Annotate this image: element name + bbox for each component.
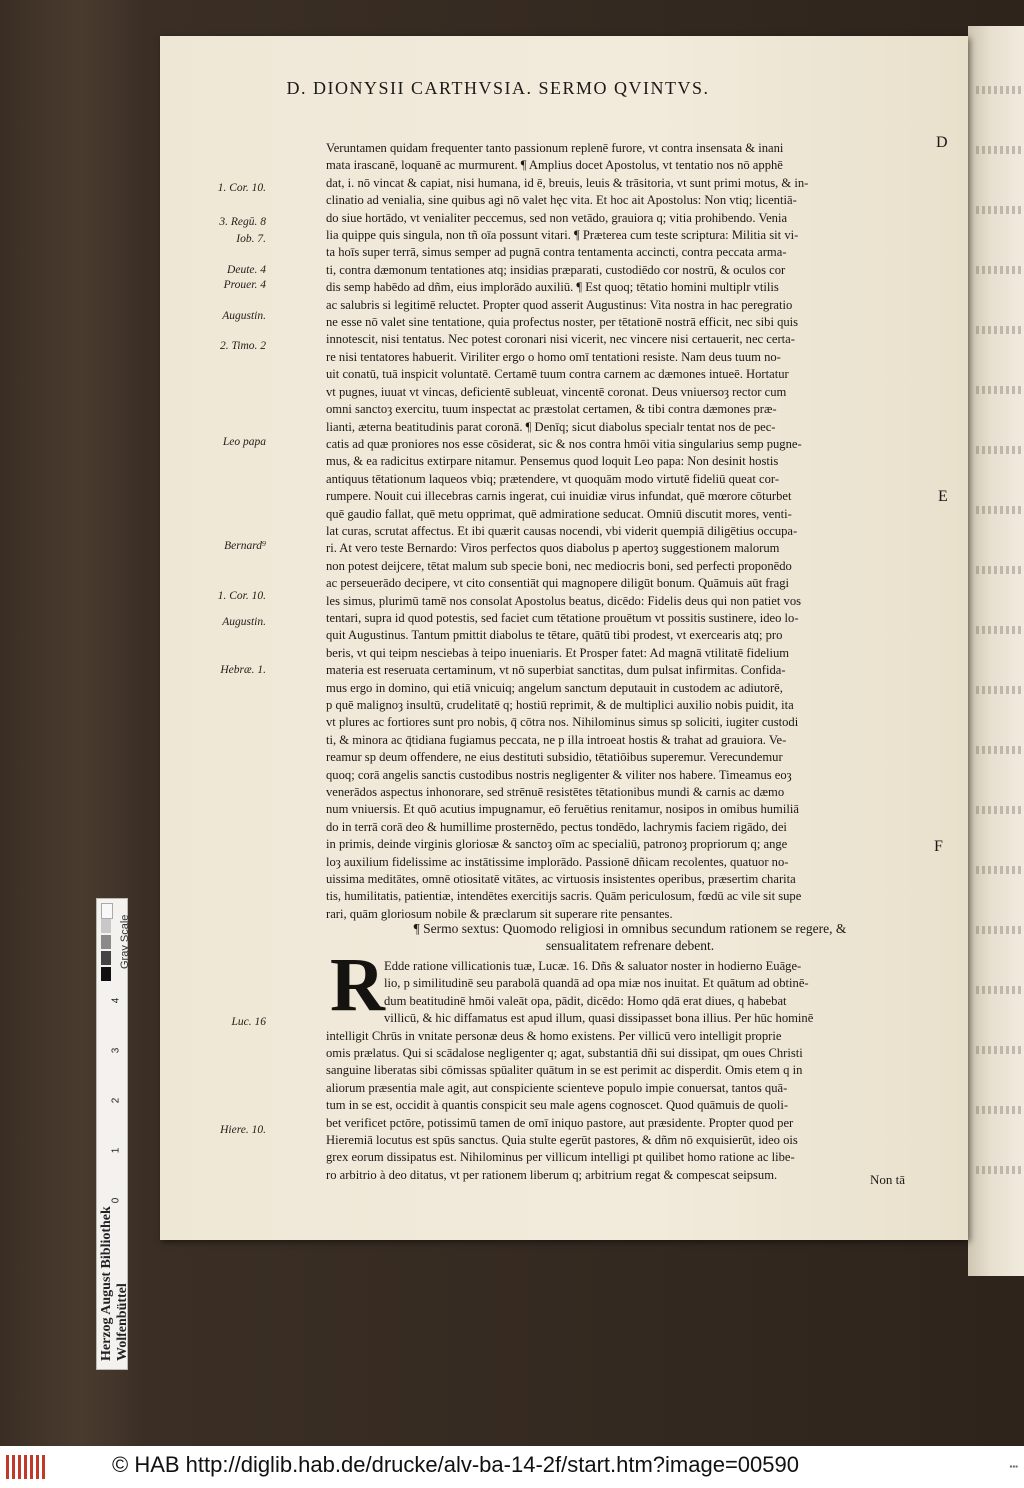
text-line: sanguine liberatas sibi cōmissas spūaliter quātum in se est perimit ac disperdit. Omis etem q in xyxy=(326,1063,803,1078)
text-line: tis, humilitatis, patientiæ, intendētes exercitijs sacris. Quām periculosum, fœdū ac vile sit supe xyxy=(326,889,802,904)
margin-note: Prouer. 4 xyxy=(223,279,266,291)
text-line: villicū, & hic diffamatus est apud illum, quasi dissipasset bona illius. Per hūc hominē xyxy=(384,1011,814,1026)
hab-logo-icon xyxy=(6,1455,46,1479)
text-line: ti, & minora ac q̄tidiana fugiamus peccata, ne p illa introeat hostis & trahat ad grauiora. Ve- xyxy=(326,732,787,747)
text-line: mus ergo in domino, qui etiā vnicuiq; angelum sanctum deputauit in custodem ac adiutorē, xyxy=(326,680,783,695)
margin-note: Iob. 7. xyxy=(236,233,266,245)
text-line: lia quippe quis singula, non tñ oīa possunt vitari. ¶ Præterea cum teste scriptura: Militia sit vi- xyxy=(326,228,799,243)
text-line: beris, vt qui teipm nesciebas à teipo inueniaris. Et Prosper fatet: Ad magnā vtilitatē fidelium xyxy=(326,645,790,660)
gray-scale-label: Gray Scale xyxy=(119,914,131,969)
sermon-body xyxy=(326,140,936,923)
sermon-title-line: ¶ Sermo sextus: Quomodo religiosi in omnibus secundum rationem se regere, & xyxy=(413,921,847,936)
text-line: non potest deijcere, tētat malum sub specie boni, nec mediocris boni, sed perfecti proponēdo xyxy=(326,558,792,573)
text-line: Hieremiā locutus est spūs sanctus. Quia stulte egerūt pastores, & dñm nō exquisierūt, ideo ois xyxy=(326,1133,798,1148)
text-line: Veruntamen quidam frequenter tanto passionum replenē furore, vt contra insensata & inani xyxy=(326,141,784,155)
next-page-edge xyxy=(968,26,1024,1276)
library-label xyxy=(99,1206,131,1361)
margin-note: Luc. 16 xyxy=(231,1016,266,1028)
text-line: uit conatū, tuā inspicit voluntatē. Certamē tuum contra carnem ac dæmones intueē. Hortatur xyxy=(326,367,789,382)
text-line: lio, p similitudinē seu parabolā quandā ad opa miæ nos inuitat. Et quātum ad obtinē- xyxy=(384,976,809,991)
text-line: num vniuersis. Et quō acutius impugnamur, eō feruētius renitamur, nosipos in omibus humiliā xyxy=(326,802,799,817)
text-line: ri. At vero teste Bernardo: Viros perfectos quos diabolus p apertoȝ suggestionem malorum xyxy=(326,541,780,556)
text-line: ne esse nō valet sine tentatione, quia profectus noster, per tētationē nostrā efficit, nec sibi quis xyxy=(326,315,799,330)
text-line: dat, i. nō vincat & capiat, nisi humana, id ē, breuis, leuis & trāsitoria, vt sunt primi motus, & in- xyxy=(326,175,809,190)
text-line: dum beatitudinē hmōi valeāt opa, pādit, dicēdo: Homo qdā erat diues, q habebat xyxy=(384,993,787,1008)
text-line: rumpere. Nouit cui illecebras carnis ingerat, cui inuidiæ virus infundat, quē mœrore cōturbet xyxy=(326,489,792,504)
scale-number: 0 xyxy=(110,1197,122,1204)
sermon-title-line: sensualitatem refrenare debent. xyxy=(545,938,715,953)
text-line: ac perseuerādo decipere, vt cito consentiāt qui magnopere diligūt bonum. Quāmuis aūt fragi xyxy=(326,576,790,591)
text-line: do in terrā corā deo & humillime prosternēdo, pectus tondēdo, lachrymis faciem rigādo, dei xyxy=(326,819,787,834)
color-scale-strip xyxy=(96,898,131,1370)
text-line: aliorum præsentia male agit, aut conspiciente scienteve populo impie conuersat, tantos quā- xyxy=(326,1080,788,1095)
text-line: quē gaudio fallat, quē metu opprimat, quē admiratione seducat. Omniū discutit mores, venti- xyxy=(326,506,792,521)
section-letter-d: D xyxy=(936,134,948,151)
footer-bar xyxy=(0,1446,1024,1488)
text-line: mus, & ea radicitus extirpare nitamur. Pensemus quod loquit Leo papa: Non desinit hostis xyxy=(326,454,779,469)
text-line: innotescit, nisi tentatus. Nec potest coronari nisi vicerit, nec vincere nisi certauerit, nec certa- xyxy=(326,332,795,347)
text-line: ro arbitrio à deo ditatus, vt per rationem liberum q; arbitrium regat & compescat seipsum. xyxy=(326,1167,778,1182)
text-line: intelligit Chrūs in vnitate personæ deus & homo existens. Per villicū vero intelligit proprie xyxy=(326,1028,782,1043)
text-line: grex eorum dissipatus est. Nihilominus per villicum intelligi pt quilibet homo ratione ac libe- xyxy=(326,1150,795,1165)
text-line: bet verificet pctōre, potissimū tamen de omī iniquo pastore, aut præsidente. Propter quod per xyxy=(326,1115,794,1130)
text-line: p quē malignoȝ insultū, crudelitatē q; hostiū reprimit, & de multiplici auxilio nobis puidit, ita xyxy=(326,698,794,712)
margin-note: 3. Regū. 8 xyxy=(219,216,266,228)
margin-note: Bernard⁹ xyxy=(224,540,266,552)
catchword: Non tā xyxy=(870,1172,906,1187)
margin-note: 2. Timo. 2 xyxy=(219,340,266,352)
sermon-title xyxy=(330,920,930,954)
text-line: in primis, deinde virginis gloriosæ & sanctoȝ oīm ac specialiū, patronoȝ propriorum q; ange xyxy=(326,837,788,852)
initial-capital: R xyxy=(330,943,385,1027)
text-line: quoq; corā angelis sanctis custodibus nostris negligenter & viliter nos habere. Timeamus eoȝ xyxy=(326,767,792,782)
scale-number: 2 xyxy=(110,1097,122,1104)
library-city: Wolfenbüttel xyxy=(115,1283,130,1361)
text-line: mata irascanē, loquanē ac murmurent. ¶ Amplius docet Apostolus, vt tentatio nos nō apphē xyxy=(326,158,783,173)
section-letter-e: E xyxy=(938,488,948,505)
text-line: ti, contra dæmonum tentationes atq; insidias præparati, custodiēdo cor nostrū, & oculos cor xyxy=(326,262,786,277)
copyright-url[interactable]: © HAB http://diglib.hab.de/drucke/alv-ba-14-2f/start.htm?image=00590 xyxy=(112,1452,799,1477)
margin-note: Leo papa xyxy=(222,436,266,448)
text-line: clinatio ad venialia, sine quibus agi nō valet hęc vita. Et hoc ait Apostolus: Non vtiq; licentiā- xyxy=(326,193,797,208)
scale-number: 3 xyxy=(110,1047,122,1054)
text-line: ta hoīs super terrā, simus semper ad pugnā contra tentamenta accincti, contra peccata arma- xyxy=(326,245,787,260)
text-line: tum in se est, occidit à quantis conspicit seu male agens cognoscet. Quod quāmuis de quoli- xyxy=(326,1098,789,1113)
text-line: venerādos aspectus inhonorare, sed strēnuē resistētes tētationibus mundi & carnis ac dæmo xyxy=(326,785,785,800)
margin-note: 1. Cor. 10. xyxy=(217,182,266,194)
text-line: lianti, æterna beatitudinis parat coronā. ¶ Denīq; sicut diabolus specialr tentat nos de pec- xyxy=(326,419,776,434)
text-line: reamur sp deum offendere, ne eius destituti subsidio, tētatiōibus superemur. Verecundemur xyxy=(326,750,783,765)
text-line: rari, quām gloriosum nobile & præclarum sit superare rite pensantes. xyxy=(326,906,673,921)
footer-mark-icon: ▪▪▪ xyxy=(1009,1462,1018,1471)
text-line: les simus, plurimū tamē nos consolat Apostolus beatus, dicēdo: Fidelis deus qui non patiet vos xyxy=(326,593,802,608)
text-line: Edde ratione villicationis tuæ, Lucæ. 16. Dñs & saluator noster in hodierno Euāge- xyxy=(384,959,802,973)
margin-note: 1. Cor. 10. xyxy=(217,590,266,602)
text-line: uissima meditātes, omnē otiositatē vitātes, ac virtuosis insistentes operibus, præsertim charita xyxy=(326,872,796,887)
text-line: tentari, supra id quod potestis, sed faciet cum tētatione prouētum vt possitis sustinere, ideo lo- xyxy=(326,610,799,625)
scale-number: 1 xyxy=(110,1147,122,1154)
text-line: lat curas, scrutat affectus. Et ibi quærit causas nocendi, vbi viderit quempiā diligētius occupa- xyxy=(326,523,798,538)
library-name: Herzog August Bibliothek xyxy=(99,1206,114,1361)
sermon-six-body xyxy=(326,958,936,1184)
margin-note: Augustin. xyxy=(222,616,266,628)
text-line: catis ad quæ proniores nos esse cōsiderat, sic & nos contra hmōi vitia singularius semp pugne- xyxy=(326,436,802,451)
text-line: omis prælatus. Qui si scādalose negligenter q; agat, substantiā dñi sui dissipat, qm oues Christi xyxy=(326,1046,803,1061)
text-line: dis semp habēdo ad dñm, eius implorādo auxiliū. ¶ Est quoq; tētatio homini multiplr vtilis xyxy=(326,280,779,295)
text-line: quit Augustinus. Tantum pmittit diabolus te tētare, quātū tibi prodest, vt exercearis atq; pro xyxy=(326,628,783,643)
text-line: vt plures ac fortiores sunt pro nobis, q̄ cōtra nos. Nihilominus simus sp soliciti, iugiter custodi xyxy=(326,715,799,730)
text-line: ac salubris si legitimē reluctet. Propter quod asserit Augustinus: Vita nostra in hac peregratio xyxy=(326,297,793,312)
text-line: omni sanctoȝ exercitu, tuum inspectat ac præstolat certamen, & tibi contra dæmones præ- xyxy=(326,402,777,417)
section-letter-f: F xyxy=(934,838,943,855)
text-line: re nisi tentatores habuerit. Viriliter ergo o homo omī tentationi resiste. Nam deus tuum no- xyxy=(326,349,781,364)
text-line: vt pugnes, iuuat vt vincas, deficientē subleuat, vincentē coronat. Deus vniuersoȝ rector cum xyxy=(326,384,787,399)
running-header: D. DIONYSII CARTHVSIA. SERMO QVINTVS. xyxy=(286,78,710,98)
text-line: materia est reseruata certaminum, vt nō superbiat sanctitas, dum pulsat infirmitas. Confida- xyxy=(326,663,786,678)
margin-note: Augustin. xyxy=(222,310,266,322)
margin-note: Deute. 4 xyxy=(227,264,266,276)
scale-number: 4 xyxy=(110,997,122,1004)
margin-note: Hiere. 10. xyxy=(220,1124,266,1136)
text-line: do siue hortādo, vt venialiter peccemus, sed non vetādo, grauiora q; vitia prohibendo. Venia xyxy=(326,210,788,225)
text-line: loȝ auxilium fidelissime ac instātissime implorādo. Passionē dñicam recolentes, quatuor no- xyxy=(326,854,789,869)
text-line: antiquus tētationum laqueos vbiq; prætendere, vt quoquām modo virtutē fideliū queat cor- xyxy=(326,471,780,486)
margin-note: Hebræ. 1. xyxy=(220,664,266,676)
